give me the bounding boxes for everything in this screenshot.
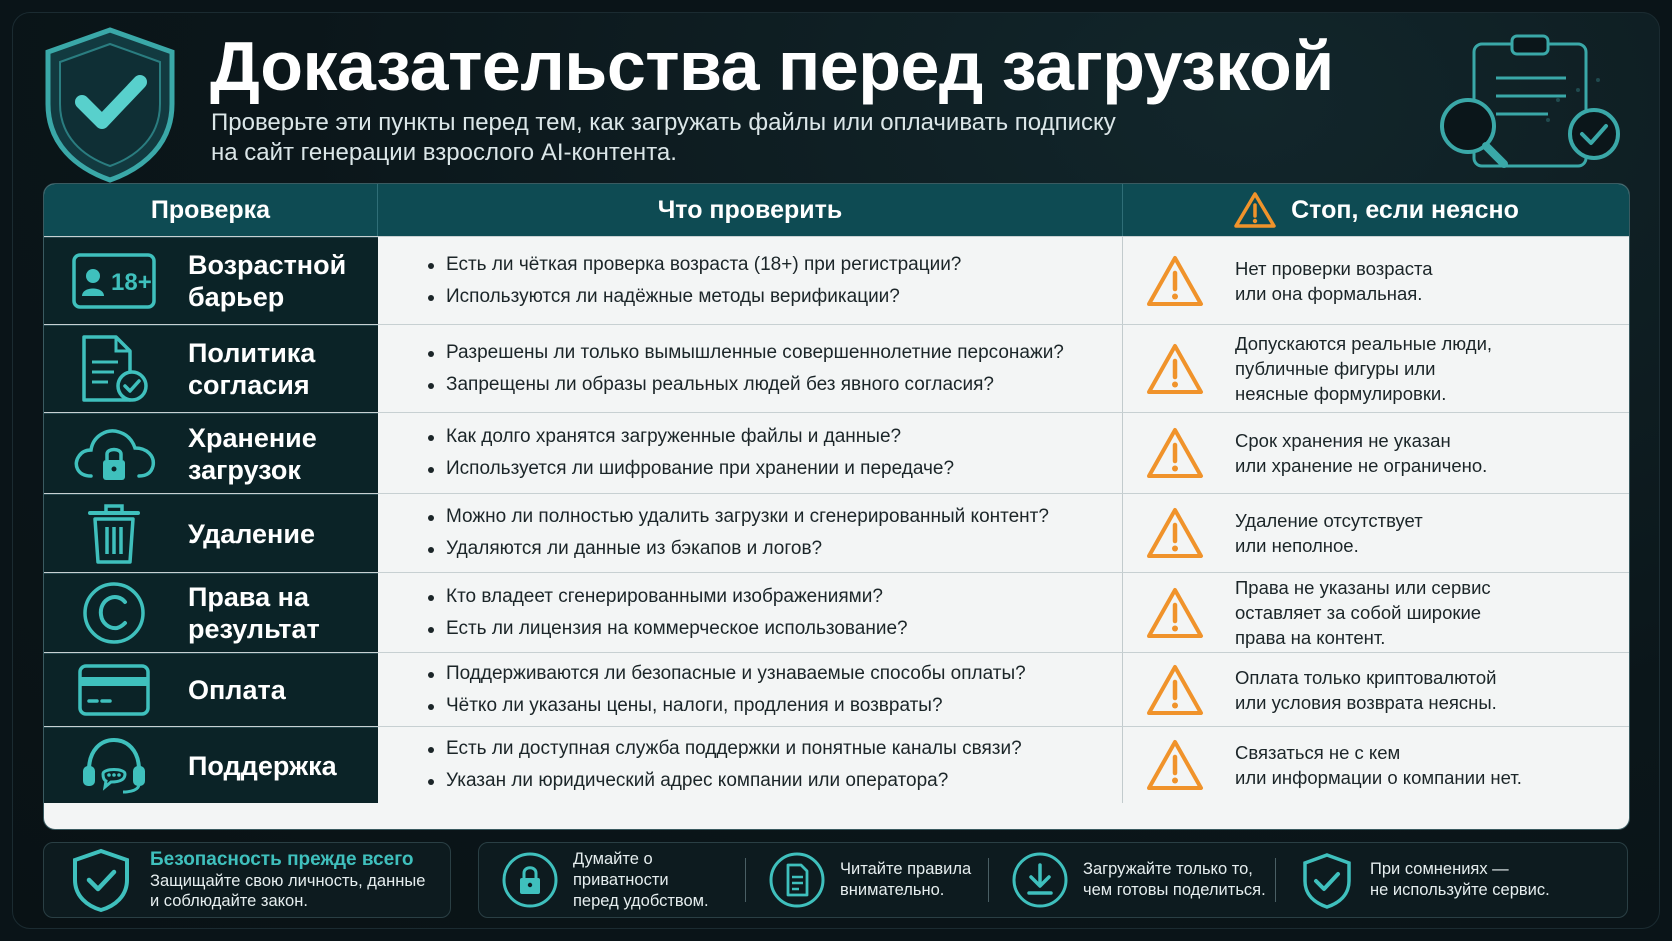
row-what-cell (378, 237, 1123, 324)
row-what-cell (378, 494, 1123, 572)
tip-text: Думайте о приватности перед удобством. (573, 849, 709, 910)
table-row (44, 572, 1629, 652)
stop-text: Нет проверки возраста или она формальная. (1235, 257, 1433, 304)
column-header-what: Что проверить (378, 184, 1123, 236)
row-check-cell (44, 573, 378, 652)
row-check-cell (44, 653, 378, 726)
table-row (44, 236, 1629, 324)
warning-icon (1145, 738, 1205, 792)
stop-text: Удаление отсутствует или неполное. (1235, 510, 1423, 556)
row-label: Политика согласия (188, 338, 316, 400)
age-icon-text: 18+ (111, 269, 152, 296)
stop-text: Оплата только криптовалютой или условия возврата неясны. (1235, 666, 1497, 713)
tip-text: При сомнениях — не используйте сервис. (1370, 860, 1550, 899)
clipboard-search-icon (1438, 30, 1628, 180)
safety-text: Защищайте свою личность, данные и соблюдайте закон. (150, 872, 426, 910)
page-title: Доказательства перед загрузкой (210, 27, 1334, 105)
stop-text: Срок хранения не указан или хранение не ограничено. (1235, 430, 1488, 476)
copyright-icon (66, 578, 162, 648)
row-check-cell (44, 727, 378, 803)
row-label: Поддержка (188, 750, 337, 781)
safety-title: Безопасность прежде всего (150, 849, 414, 870)
check-item: Есть ли лицензия на коммерческое использование? (426, 617, 1122, 641)
row-what-cell (378, 727, 1123, 803)
table-row (44, 652, 1629, 726)
row-check-cell (44, 325, 378, 412)
tip-text: Читайте правила внимательно. (840, 860, 972, 899)
row-label: Оплата (188, 675, 286, 705)
shield-check-icon (40, 26, 180, 184)
trash-icon (66, 499, 162, 569)
row-stop-cell (1123, 727, 1629, 803)
download-icon (1011, 851, 1069, 909)
check-item: Можно ли полностью удалить загрузки и сгенерированный контент? (426, 505, 1122, 529)
table-row (44, 493, 1629, 572)
tip-item (1011, 843, 1275, 917)
warning-icon (1233, 191, 1277, 229)
table-row (44, 726, 1629, 803)
credit-card-icon (66, 655, 162, 725)
row-what-cell (378, 573, 1123, 652)
table-row (44, 324, 1629, 412)
page-subtitle: Проверьте эти пункты перед тем, как загружать файлы или оплачивать подписку на сайт генерации взрослого AI-контента. (211, 109, 1116, 166)
tip-item (768, 843, 988, 917)
row-label: Возрастной барьер (188, 250, 347, 312)
column-header-check: Проверка (44, 184, 378, 236)
checklist-table (43, 183, 1630, 830)
table-header (44, 184, 1629, 236)
column-header-stop (1123, 184, 1629, 236)
table-row (44, 412, 1629, 493)
row-check-cell (44, 494, 378, 572)
divider (1275, 858, 1276, 902)
tips-bar (478, 842, 1628, 918)
document-check-icon (66, 334, 162, 404)
age-18-icon (66, 246, 162, 316)
column-header-stop-label: Стоп, если неясно (1291, 195, 1519, 224)
row-stop-cell (1123, 413, 1629, 493)
shield-check-icon (1298, 851, 1356, 909)
row-stop-cell (1123, 494, 1629, 572)
row-label: Хранение загрузок (188, 422, 317, 485)
cloud-lock-icon (66, 419, 162, 489)
check-item: Запрещены ли образы реальных людей без явного согласия? (426, 373, 1122, 397)
check-item: Используется ли шифрование при хранении и передаче? (426, 457, 1122, 481)
row-label: Права на результат (188, 582, 320, 644)
stop-text: Допускаются реальные люди, публичные фигуры или неясные формулировки. (1235, 333, 1493, 404)
check-item: Указан ли юридический адрес компании или оператора? (426, 769, 1122, 793)
check-item: Как долго хранятся загруженные файлы и данные? (426, 425, 1122, 449)
warning-icon (1145, 586, 1205, 640)
row-stop-cell (1123, 653, 1629, 726)
check-item: Есть ли чёткая проверка возраста (18+) при регистрации? (426, 253, 1122, 277)
row-stop-cell (1123, 237, 1629, 324)
row-what-cell (378, 653, 1123, 726)
shield-check-icon (70, 848, 132, 912)
divider (988, 858, 989, 902)
check-item: Есть ли доступная служба поддержки и понятные каналы связи? (426, 737, 1122, 761)
row-stop-cell (1123, 325, 1629, 412)
check-item: Используются ли надёжные методы верификации? (426, 285, 1122, 309)
row-check-cell (44, 237, 378, 324)
stop-text: Связаться не с кем или информации о компании нет. (1235, 742, 1522, 788)
stop-text: Права не указаны или сервис оставляет за собой широкие права на контент. (1235, 577, 1491, 648)
tip-item (1298, 843, 1568, 917)
warning-icon (1145, 506, 1205, 560)
row-what-cell (378, 413, 1123, 493)
check-item: Удаляются ли данные из бэкапов и логов? (426, 537, 1122, 561)
tip-text: Загружайте только то, чем готовы поделиться. (1083, 860, 1266, 899)
check-item: Кто владеет сгенерированными изображениями? (426, 585, 1122, 609)
warning-icon (1145, 254, 1205, 308)
warning-icon (1145, 342, 1205, 396)
row-what-cell (378, 325, 1123, 412)
document-icon (768, 851, 826, 909)
row-label: Удаление (188, 518, 315, 549)
check-item: Поддерживаются ли безопасные и узнаваемые способы оплаты? (426, 662, 1122, 686)
check-item: Чётко ли указаны цены, налоги, продления и возвраты? (426, 694, 1122, 718)
row-stop-cell (1123, 573, 1629, 652)
safety-banner (43, 842, 451, 918)
tip-item (501, 843, 745, 917)
lock-icon (501, 851, 559, 909)
row-check-cell (44, 413, 378, 493)
warning-icon (1145, 426, 1205, 480)
warning-icon (1145, 663, 1205, 717)
divider (745, 858, 746, 902)
check-item: Разрешены ли только вымышленные совершеннолетние персонажи? (426, 341, 1122, 365)
headset-icon (66, 731, 162, 801)
